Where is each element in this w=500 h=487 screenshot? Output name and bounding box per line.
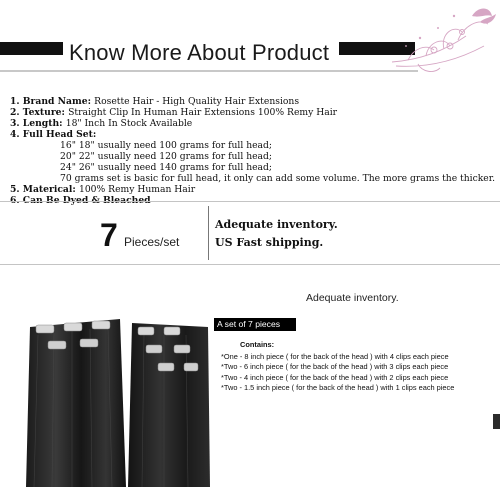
spec-row: 3. Length: 18" Inch In Stock Available <box>10 118 193 129</box>
shipping-note: US Fast shipping. <box>215 236 324 249</box>
spec-row: 5. Materical: 100% Remy Human Hair <box>10 184 196 195</box>
contains-label: Contains: <box>240 340 275 349</box>
spec-row: 16" 18" usually need 100 grams for full head; <box>60 140 273 151</box>
contents-list <box>221 352 454 394</box>
spec-row: 24" 26" usually need 140 grams for full head; <box>60 162 273 173</box>
divider <box>0 201 500 202</box>
inventory-note: Adequate inventory. <box>215 218 338 231</box>
list-item: *Two - 6 inch piece ( for the back of the head ) with 3 clips each piece <box>221 362 449 372</box>
floral-ornament-icon <box>388 2 500 76</box>
vertical-divider <box>208 206 209 260</box>
pieces-unit: Pieces/set <box>124 235 180 249</box>
list-item: *Two - 4 inch piece ( for the back of the head ) with 2 clips each piece <box>221 372 449 382</box>
spec-row: 1. Brand Name: Rosette Hair - High Quality Hair Extensions <box>10 96 300 107</box>
list-item: *Two - 1.5 inch piece ( for the back of the head ) with 1 clips each piece <box>221 383 455 393</box>
adequate-inventory-text: Adequate inventory. <box>306 292 399 304</box>
set-label: A set of 7 pieces <box>214 318 296 331</box>
spec-list <box>10 96 496 206</box>
spec-row: 70 grams set is basic for full head, it only can add some volume. The more grams the thicker. <box>60 173 496 184</box>
page-title: Know More About Product <box>63 40 339 66</box>
spec-row: 4. Full Head Set: <box>10 129 97 140</box>
spec-row: 2. Texture: Straight Clip In Human Hair Extensions 100% Remy Hair <box>10 107 338 118</box>
header-underline <box>0 70 418 72</box>
hair-extension-image <box>24 305 210 487</box>
pieces-count: 7 <box>100 217 118 253</box>
spec-row: 20" 22" usually need 120 grams for full head; <box>60 151 273 162</box>
edge-mark <box>493 414 500 429</box>
divider <box>0 264 500 265</box>
list-item: *One - 8 inch piece ( for the back of the head ) with 4 clips each piece <box>221 352 449 361</box>
